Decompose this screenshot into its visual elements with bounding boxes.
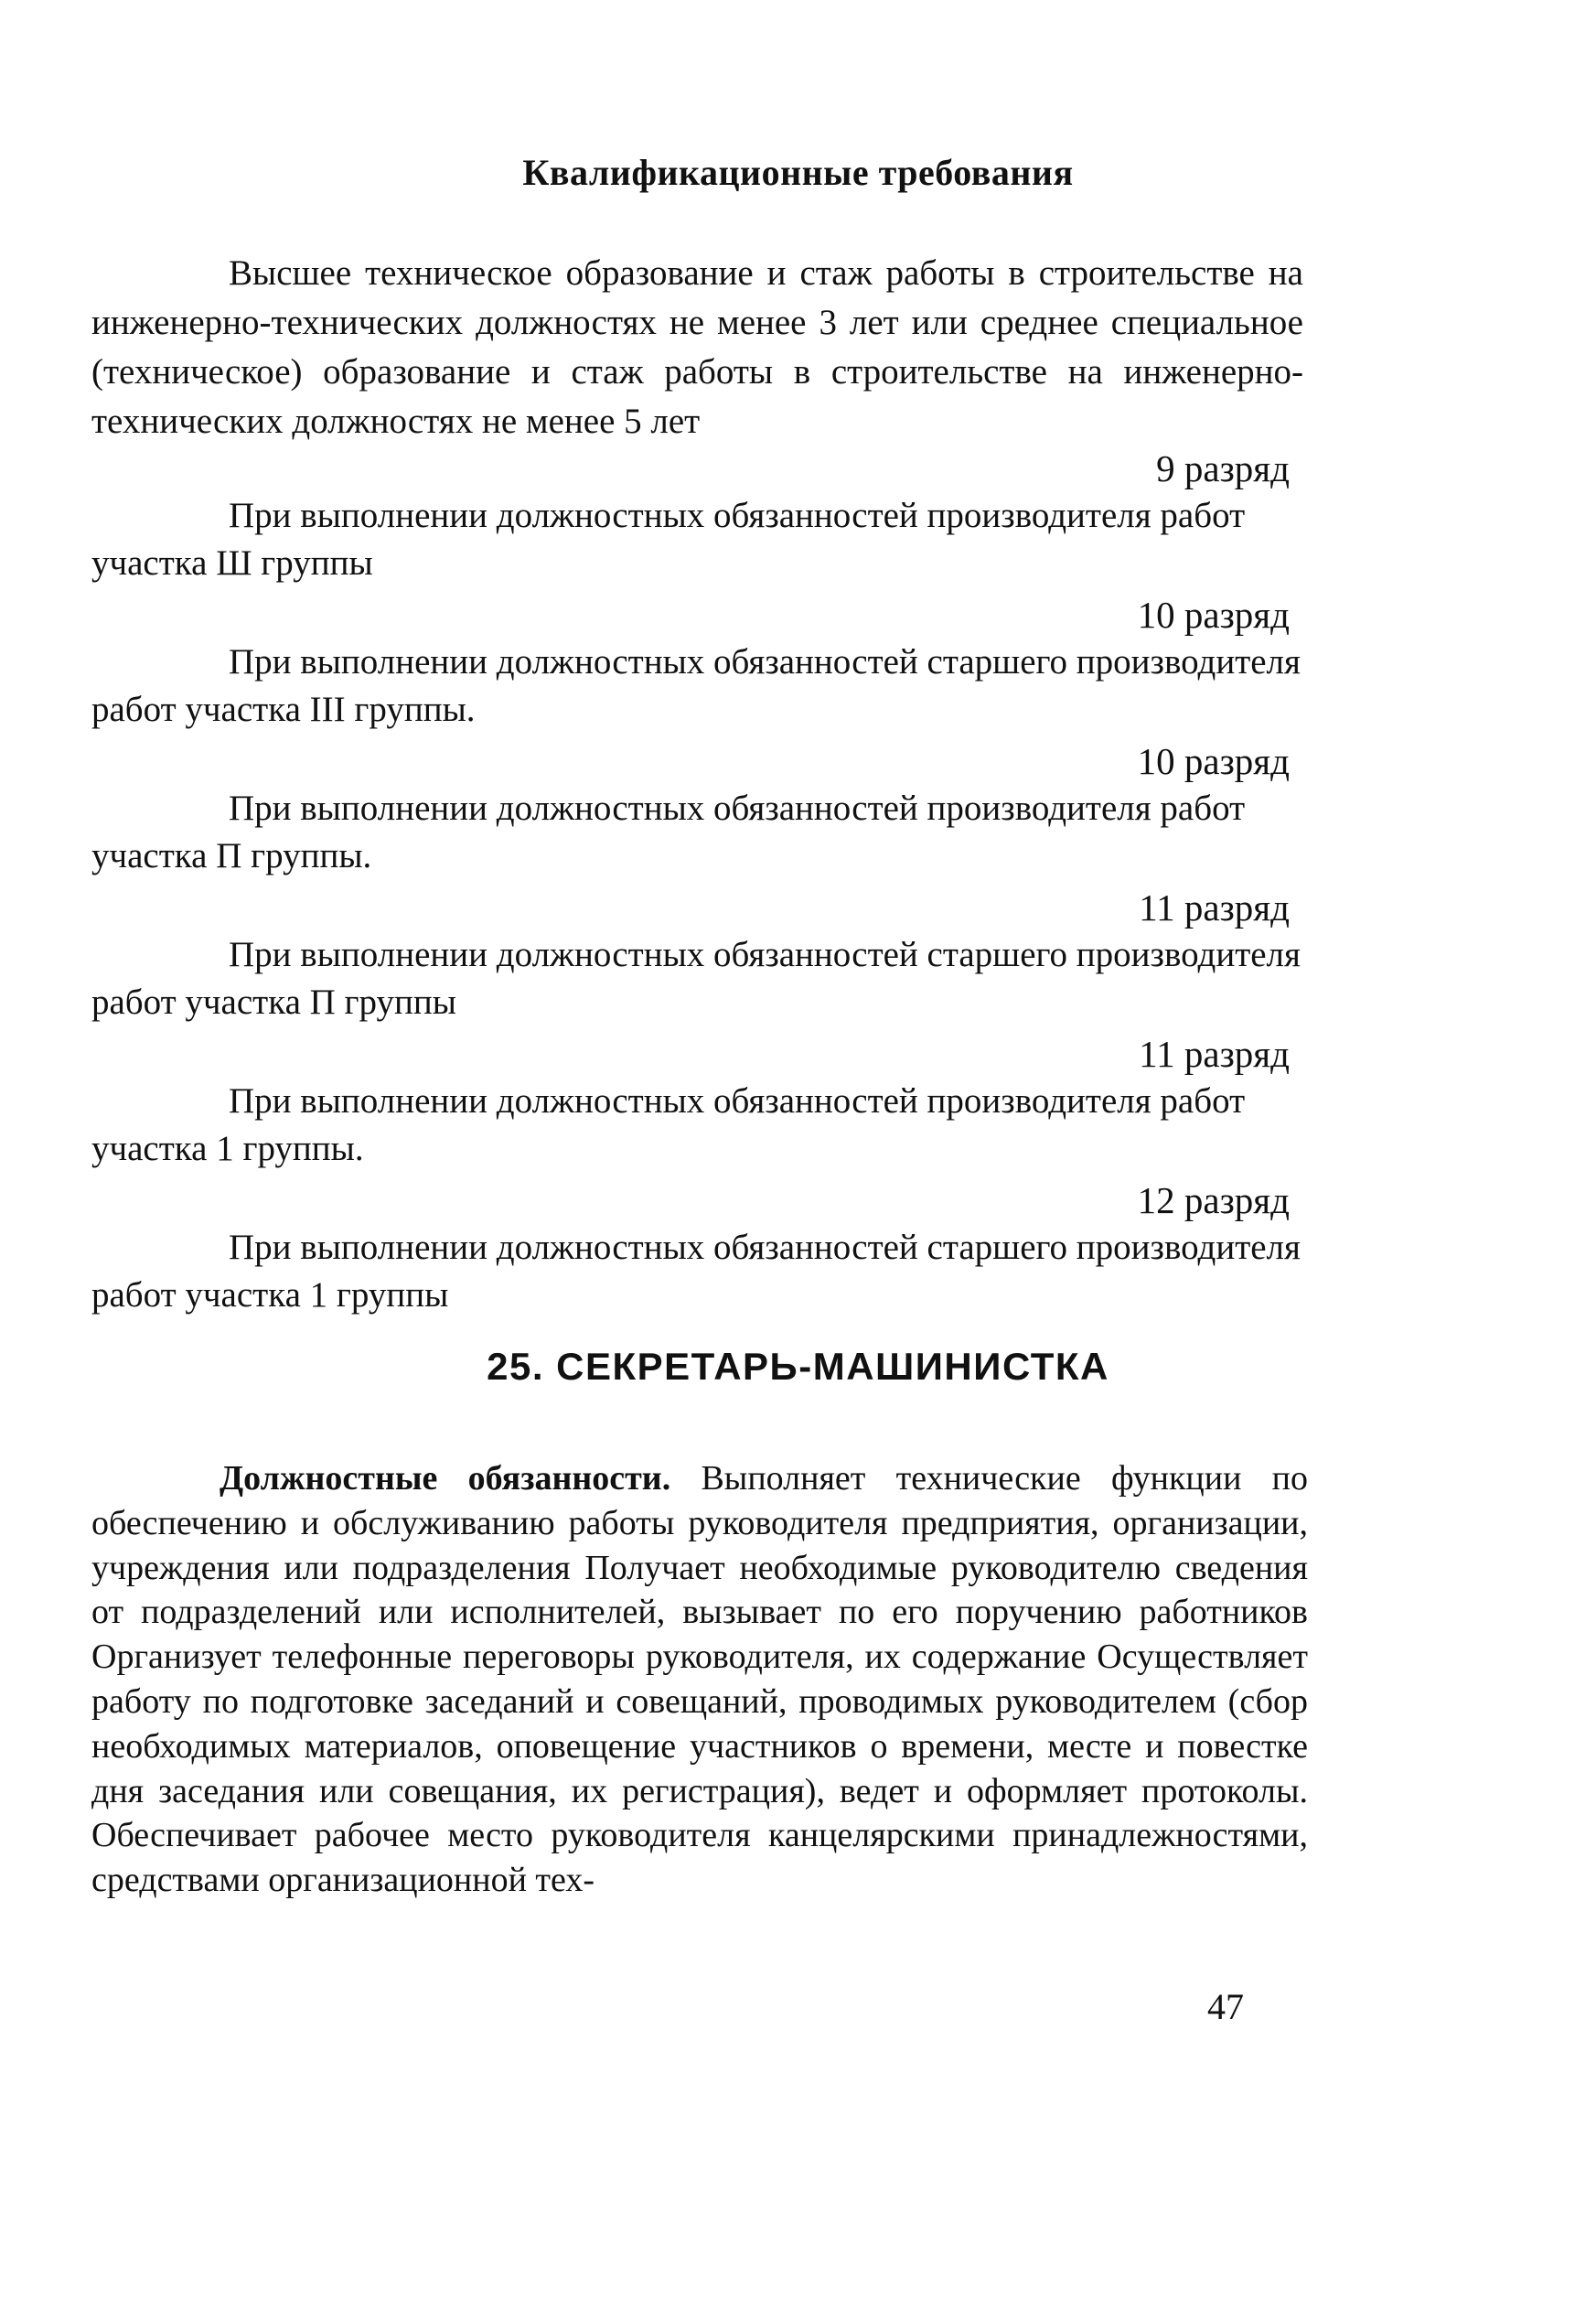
- grade-description: При выполнении должностных обязанностей старшего производителя работ участка 1 группы: [91, 1228, 1301, 1315]
- grade-item: [91, 1176, 1303, 1319]
- grade-item: [91, 737, 1303, 880]
- qualification-paragraph: Высшее техническое образование и стаж работы в строительстве на инженерно-технических должностях не менее 3 лет или среднее специальное (техническое) образование и стаж работы в строительстве на инженерно-технических должностях не менее 5 лет: [91, 253, 1303, 441]
- duties-heading: Должностные обязанности.: [220, 1459, 671, 1498]
- qualification-text: [91, 249, 1303, 446]
- grade-description: При выполнении должностных обязанностей старшего производителя работ участка III группы.: [91, 642, 1301, 729]
- grade-label: 11 разряд: [1139, 886, 1290, 929]
- grade-item: [91, 591, 1303, 734]
- grade-label: 11 разряд: [1139, 1033, 1290, 1075]
- grade-item: [91, 884, 1303, 1026]
- duties-text: Выполняет технические функции по обеспечению и обслуживанию работы руководителя предприятия, организации, учреждения или подразделения Получает необходимые руководителю сведения от подразделений или исполнителей, вызывает по его поручению работников Организует телефонные переговоры руководителя, их содержание Осуществляет работу по подготовке заседаний и совещаний, проводимых руководителем (сбор необходимых материалов, оповещение участников о времени, месте и повестке дня заседания или совещания, их регистрация), ведет и оформляет протоколы. Обеспечивает рабочее место руководителя канцелярскими принадлежностями, средствами организационной тех-: [91, 1459, 1308, 1900]
- grade-list: [91, 445, 1303, 1321]
- grade-item: [91, 445, 1303, 587]
- grade-item: [91, 1030, 1303, 1173]
- grade-description: При выполнении должностных обязанностей старшего производителя работ участка П группы: [91, 935, 1301, 1022]
- grade-label: 12 разряд: [1137, 1179, 1290, 1221]
- grade-description: При выполнении должностных обязанностей производителя работ участка 1 группы.: [91, 1081, 1246, 1168]
- section-title: 25. СЕКРЕТАРЬ-МАШИНИСТКА: [487, 1345, 1109, 1388]
- grade-description: При выполнении должностных обязанностей производителя работ участка Ш группы: [91, 496, 1246, 583]
- grade-label: 9 разряд: [1156, 447, 1290, 489]
- qualification-heading: Квалификационные требования: [522, 152, 1074, 193]
- grade-description: При выполнении должностных обязанностей производителя работ участка П группы.: [91, 789, 1246, 875]
- duties-paragraph: [91, 1456, 1308, 1903]
- page-number: 47: [1207, 1986, 1244, 2027]
- grade-label: 10 разряд: [1137, 740, 1290, 782]
- grade-label: 10 разряд: [1137, 594, 1290, 636]
